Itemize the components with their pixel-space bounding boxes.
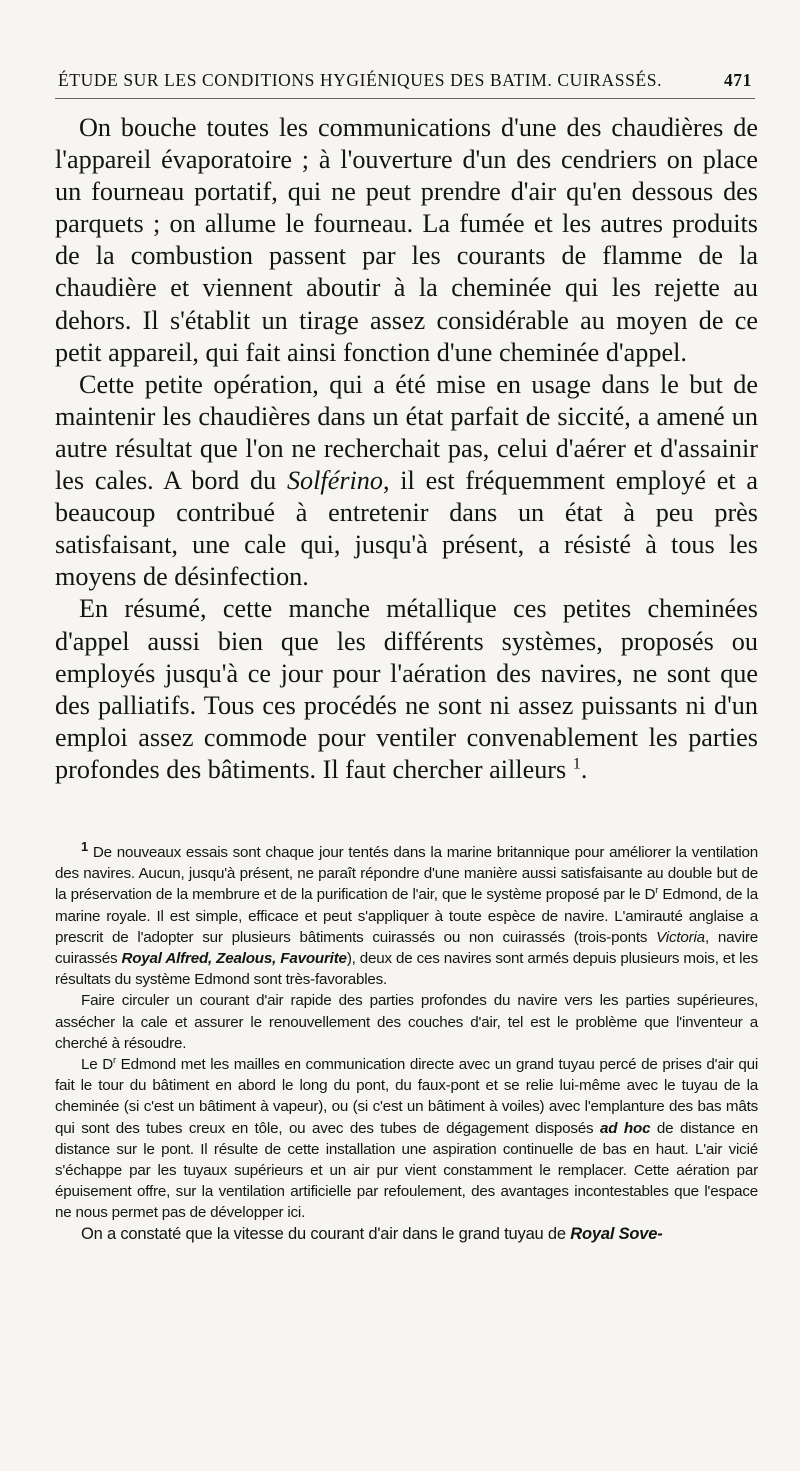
footnote-4: [55, 1224, 758, 1245]
footnote-2: Faire circuler un courant d'air rapide des parties profondes du navire vers les parties supérieures, assécher la cale et assurer le renouvellement des couches d'air, tel est le problème que l'inventeur a cherché à résoudre.: [55, 992, 758, 1052]
paragraph-2-text-a: Cette petite opération, qui a été mise en usage dans le but de maintenir les chaudières dans un état parfait de siccité, a amené un autre résultat que l'on ne recherchait pas, celui d'aérer et d'assainir les cales. A bord du: [55, 369, 758, 496]
footnote-1-text-b: Edmond, de la marine royale. Il est simple, efficace et peut s'appliquer à toute espèce de navire. L'amirauté anglaise a prescrit de l'adopter sur plusieurs bâtiments cuirassés ou non cuirassés (trois-ponts: [55, 886, 758, 946]
footnote-reference: 1: [572, 754, 581, 773]
footnote-3-text-b: Edmond met les mailles en communication directe avec un grand tuyau percé de prises d'air qui fait le tour du bâtiment en abord le long du pont, du faux-pont et se relie lui-même avec le tuyau de la cheminée (si c'est un bâtiment à vapeur), ou (si c'est un bâtiment à voiles) avec l'emplanture des bas mâts qui sont des tubes creux en tôle, ou avec des tubes de dégagement disposés: [55, 1056, 759, 1137]
paragraph-2-text-b: , il est fréquemment employé et a beaucoup contribué à entretenir dans un état à peu près satisfaisant, une cale qui, jusqu'à présent, a résisté à tous les moyens de désinfection.: [55, 466, 758, 592]
doctor-abbrev-sup: r: [655, 884, 659, 896]
paragraph-3: [55, 593, 758, 786]
ship-name-victoria: Victoria: [656, 928, 705, 946]
footnote-1-text-d: ), deux de ces navires sont armés depuis plusieurs mois, et les résultats du système Edmond sont très-favorables.: [55, 950, 758, 989]
footnote-3: [55, 1054, 758, 1224]
doctor-abbrev-sup-2: r: [113, 1053, 116, 1065]
paragraph-2: [55, 369, 758, 594]
paragraph-3-text: En résumé, cette manche métallique ces petites cheminées d'appel aussi bien que les différents systèmes, proposés ou employés jusqu'à ce jour pour l'aération des navires, ne sont que des palliatifs. Tous ces procédés ne sont ni assez puissants ni d'un emploi assez commode pour ventiler convenablement les parties profondes des bâtiments. Il faut chercher ailleurs: [55, 594, 758, 784]
latin-ad-hoc: ad hoc: [600, 1119, 651, 1137]
header-rule: [55, 98, 755, 99]
paragraph-3-end: .: [580, 754, 588, 784]
footnotes: [55, 838, 759, 1245]
paragraph-1: On bouche toutes les communications d'une des chaudières de l'appareil évaporatoire ; à l'ouverture d'un des cendriers on place un fourneau portatif, qui ne peut prendre d'air qu'en dessous des parquets ; on allume le fourneau. La fumée et les autres produits de la combustion passent par les courants de flamme de la chaudière et viennent aboutir à la cheminée qui les rejette au dehors. Il s'établit un tirage assez considérable au moyen de ce petit appareil, qui fait ainsi fonction d'une cheminée d'appel.: [55, 113, 758, 367]
footnote-3-text-a: Le D: [81, 1056, 113, 1074]
footnote-1-text-a: De nouveaux essais sont chaque jour tentés dans la marine britannique pour améliorer la ventilation des navires. Aucun, jusqu'à présent, ne paraît répondre d'une manière aussi satisfaisante au double but de la préservation de la membrure et de la purification de l'air, que le système proposé par le D: [55, 844, 758, 904]
running-title: ÉTUDE SUR LES CONDITIONS HYGIÉNIQUES DES BATIM. CUIRASSÉS.: [58, 70, 663, 90]
footnote-mark: 1: [81, 838, 88, 854]
ship-name-list: Royal Alfred, Zealous, Favourite: [121, 950, 347, 968]
footnote-1: [55, 838, 758, 990]
running-head: [58, 70, 752, 98]
ship-name-solferino: Solférino: [286, 466, 383, 496]
footnote-1-text-c: , navire cuirassés: [55, 928, 758, 968]
page-number: 471: [723, 70, 752, 90]
footnote-3-text-c: de distance en distance sur le pont. Il résulte de cette installation une aspiration continuelle de bas en haut. L'air vicié s'échappe par les tuyaux supérieurs et un air pur vient constamment le remplacer. Cette aération par épuisement offre, sur la ventilation artificielle par refoulement, des avantages incontestables que l'espace ne nous permet pas de développer ici.: [55, 1119, 758, 1222]
footnote-4-text-a: On a constaté que la vitesse du courant d'air dans le grand tuyau de: [81, 1224, 571, 1243]
ship-name-royal-sovereign: Royal Sove-: [570, 1224, 663, 1243]
body-text: [55, 112, 758, 786]
